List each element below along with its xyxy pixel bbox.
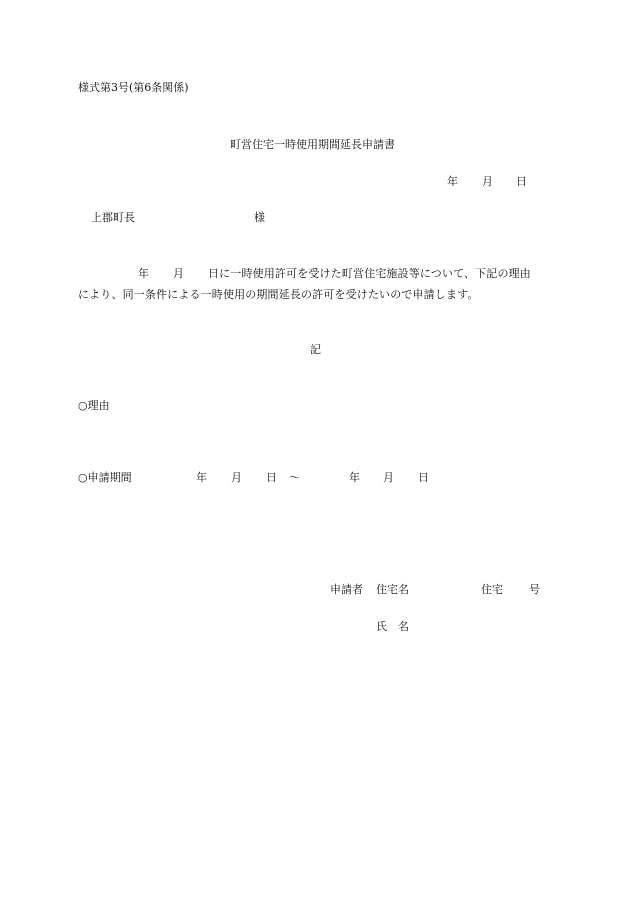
body-text-line2: により、同一条件による一時使用の期間延長の許可を受けたいので申請します。 <box>78 288 479 301</box>
applicant-name-label: 氏 名 <box>376 620 409 633</box>
housing-name-label: 住宅名 <box>376 583 409 596</box>
body-text-line1: 日に一時使用許可を受けた町営住宅施設等について、下記の理由 <box>208 267 531 280</box>
addressee-honorific: 様 <box>254 211 265 224</box>
period-from-month: 月 <box>231 471 242 484</box>
body-month-label: 月 <box>173 267 185 280</box>
reason-label: ○理由 <box>78 399 110 412</box>
applicant-label: 申請者 <box>330 583 363 596</box>
document-title: 町営住宅一時使用期間延長申請書 <box>230 138 395 151</box>
date-month-label: 月 <box>482 175 493 188</box>
period-label: ○申請期間 <box>78 471 132 484</box>
period-to-year: 年 <box>349 471 360 484</box>
period-from-year: 年 <box>196 471 207 484</box>
date-day-label: 日 <box>516 175 527 188</box>
housing-label: 住宅 <box>481 583 503 596</box>
addressee-name: 上郡町長 <box>91 211 135 224</box>
body-year-label: 年 <box>138 267 150 280</box>
housing-number-label: 号 <box>529 583 540 596</box>
date-year-label: 年 <box>447 175 458 188</box>
period-tilde: 〜 <box>289 471 300 484</box>
period-to-day: 日 <box>418 471 429 484</box>
period-to-month: 月 <box>383 471 394 484</box>
ki-heading: 記 <box>310 343 321 356</box>
period-from-day: 日 <box>266 471 277 484</box>
form-number: 様式第3号(第6条関係) <box>78 81 189 94</box>
